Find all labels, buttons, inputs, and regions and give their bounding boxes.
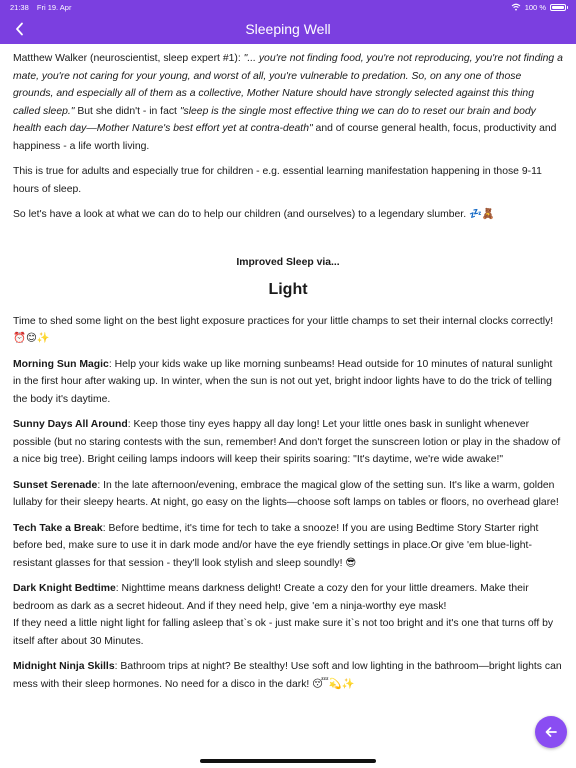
intro-quote-1: "... you're not finding food, you're not reproducing, you're not finding a mate, you're not caring for your young, and worst of all, you're vulnerable to predation. So, on any one of those grounds, and especially all of them as a collective, Mother Nature should have strongly selected against this thing called sleep." <box>13 53 563 117</box>
intro-paragraph-1 <box>13 50 563 155</box>
tip-title: Sunset Serenade <box>13 479 98 491</box>
back-button[interactable] <box>8 17 32 41</box>
intro-paragraph-3: So let's have a look at what we can do to help our children (and ourselves) to a legendary slumber. 💤🧸 <box>13 209 495 220</box>
tip-title: Dark Knight Bedtime <box>13 583 116 594</box>
nav-bar <box>0 14 576 44</box>
chevron-left-icon <box>14 22 26 36</box>
section-heading: Light <box>268 281 308 298</box>
tip-text: : Keep those tiny eyes happy all day long! Let your little ones bask in sunlight whenever possible (but no staring contests with the sun, remember! And don't forget the sunscreen lotion or play in the shadow of a nice big tree). Bright ceiling lamps indoors will keep their spirits soaring: "It's daytime, we're wide awake!" <box>13 419 561 465</box>
tip-tech-break <box>13 520 563 573</box>
home-indicator[interactable] <box>200 759 376 763</box>
tip-sunny-days <box>13 416 563 469</box>
back-fab-button[interactable] <box>535 716 567 748</box>
tip-text: : Help your kids wake up like morning sunbeams! Head outside for 10 minutes of natural sunlight in the first hour after waking up. In winter, when the sun is not out yet, bright indoor lights have to do the trick of telling the body it's daytime. <box>13 358 553 405</box>
intro-quote-2: "sleep is the single most effective thing we can do to reset our brain and body health each day—Mother Nature's best effort yet at contra-death" <box>13 105 536 134</box>
intro-suffix: and of course general health, focus, productivity and happiness - a life worth living. <box>13 123 557 152</box>
tip-extra: If they need a little night light for falling asleep that`s ok - just make sure it`s not too bright and it's one that turns off by itself after about 30 Minutes. <box>13 618 554 647</box>
page-title: Sleeping Well <box>245 21 331 37</box>
status-date: Fri 19. Apr <box>36 2 72 12</box>
tip-text: : Before bedtime, it's time for tech to take a snooze! If you are using Bedtime Story Starter right before bed, make sure to use it in dark mode and/or have the eye friendly settings in place.Or give 'em blue-light-resistant glasses for that session - they'll look stylish and sleep soundly! 😎 <box>13 522 539 569</box>
wifi-icon <box>511 3 521 11</box>
tip-title: Midnight Ninja Skills <box>13 661 115 672</box>
tip-sunset <box>13 477 563 512</box>
status-left <box>10 3 77 12</box>
status-right <box>511 3 566 12</box>
battery-icon <box>550 4 566 11</box>
section-lead: Time to shed some light on the best light exposure practices for your little champs to set their internal clocks correctly! ⏰😊✨ <box>13 315 554 344</box>
article-content <box>13 50 563 701</box>
section-subheading: Improved Sleep via... <box>236 256 340 268</box>
tip-text: : Nighttime means darkness delight! Create a cozy den for your little dreamers. Make their bedroom as dark as a secret hideout. And if they need help, give 'em a ninja-worthy eye mask! <box>13 583 529 612</box>
status-bar <box>0 0 576 14</box>
tip-title: Tech Take a Break <box>13 522 103 534</box>
tip-title: Sunny Days All Around <box>13 419 128 430</box>
tip-title: Morning Sun Magic <box>13 358 109 370</box>
tip-text: : Bathroom trips at night? Be stealthy! Use soft and low lighting in the bathroom—bright lights can mess with their sleep hormones. No need for a disco in the dark! 😴💫✨ <box>13 661 562 690</box>
intro-middle: But she didn't - in fact <box>74 105 180 117</box>
tip-text: : In the late afternoon/evening, embrace the magical glow of the setting sun. It's like a warm, golden lullaby for their sleepy hearts. At night, go easy on the lights—choose soft lamps on tables or floors, no overhead glare! <box>13 479 559 508</box>
status-time: 21:38 <box>10 2 29 12</box>
tip-midnight-ninja <box>13 658 563 693</box>
intro-author: Matthew Walker (neuroscientist, sleep expert #1): <box>13 53 244 64</box>
tip-morning-sun <box>13 356 563 409</box>
arrow-left-icon <box>544 725 558 739</box>
intro-paragraph-2: This is true for adults and especially true for children - e.g. essential learning manifestation happening in those 9-11 hours of sleep. <box>13 166 542 195</box>
tip-dark-knight <box>13 580 563 650</box>
battery-percent: 100 % <box>524 2 546 12</box>
